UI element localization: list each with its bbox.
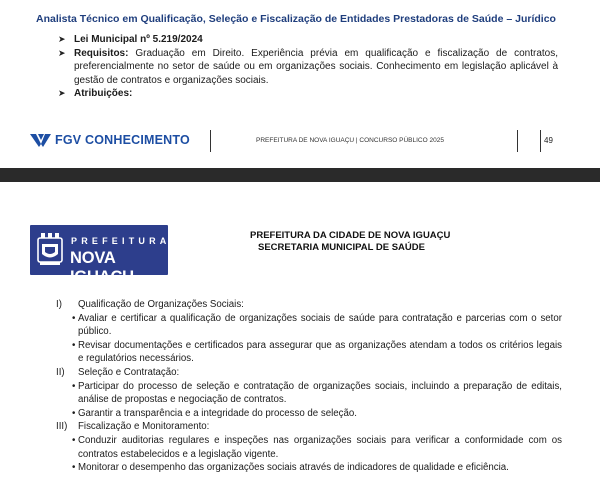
bullet-icon: • [72,312,76,324]
logo-word-nova-iguacu: NOVA IGUAÇU [70,249,134,286]
page-number: 49 [544,136,553,145]
current-page [0,182,600,490]
list-item-text: Conduzir auditorias regulares e inspeções nas organizações sociais para verificar a conformidade com os contratos estabelecidos e a legislação vigente. [78,434,562,460]
fgv-logo-text: FGV CONHECIMENTO [55,133,190,147]
footer-divider [540,130,541,152]
requirement-label: Requisitos: [74,47,129,59]
list-item [56,434,562,461]
list-item-text: Garantir a transparência e a integridade do processo de seleção. [78,407,357,419]
section-heading [56,420,562,434]
footer-divider [210,130,211,152]
list-item [56,312,562,339]
bullet-icon: • [72,380,76,392]
city-crest-icon [37,232,63,266]
section-number: II) [56,366,65,378]
document-header-line2: SECRETARIA MUNICIPAL DE SAÚDE [258,242,425,253]
prefeitura-logo [30,225,171,286]
list-item-text: Avaliar e certificar a qualificação de organizações sociais de saúde para contratação e parcerias com o setor público. [78,312,562,338]
list-item [56,380,562,407]
arrow-bullet-icon: ➤ [58,47,66,58]
requirements-list [58,33,558,101]
previous-page-fragment [0,0,600,168]
page-separator [0,168,600,182]
page-footer [30,128,560,154]
requirement-law [58,33,558,47]
bullet-icon: • [72,434,76,446]
logo-word-prefeitura: PREFEITURA [71,236,171,246]
requirement-atribuicoes [58,87,558,101]
list-item-text: Monitorar o desempenho das organizações sociais através de indicadores de qualidade e eficiência. [78,462,509,474]
requirement-requisitos [58,47,558,88]
list-item-text: Participar do processo de seleção e contratação de organizações sociais, incluindo a preparação de editais, análise de propostas e negociação de contratos. [78,380,562,406]
section-number: III) [56,421,68,433]
footer-divider [517,130,518,152]
section-heading [56,298,562,312]
section-number: I) [56,299,62,310]
document-header-line1: PREFEITURA DA CIDADE DE NOVA IGUAÇU [250,230,451,241]
requirement-text: Graduação em Direito. Experiência prévia em qualificação e fiscalização de contratos, preferencialmente no setor de saúde ou em organizações sociais. Conhecimento em legislação aplicável à gestão de contratos e organizações sociais. [74,47,558,86]
list-item [56,461,562,475]
requirement-label: Atribuições: [74,88,133,99]
list-item [56,407,562,421]
bullet-icon: • [72,339,76,351]
job-title: Analista Técnico em Qualificação, Seleção e Fiscalização de Entidades Prestadoras de Saúde – Jurídico [36,13,556,25]
list-item-text: Revisar documentações e certificados para assegurar que as organizações atendam a todos os critérios legais e regulatórios necessários. [78,339,562,365]
section-title: Seleção e Contratação: [78,366,180,378]
arrow-bullet-icon: ➤ [58,88,66,98]
fgv-logo [30,132,190,148]
section-title: Qualificação de Organizações Sociais: [78,299,244,310]
list-item [56,339,562,366]
section-heading [56,366,562,380]
fgv-logo-icon [30,132,52,148]
arrow-bullet-icon: ➤ [58,34,66,44]
bullet-icon: • [72,407,76,419]
section-title: Fiscalização e Monitoramento: [78,421,210,433]
bullet-icon: • [72,462,76,474]
requirement-label: Lei Municipal nº 5.219/2024 [74,34,203,45]
footer-center-text: PREFEITURA DE NOVA IGUAÇU | CONCURSO PÚBLICO 2025 [256,137,444,144]
duties-sections [56,298,562,475]
